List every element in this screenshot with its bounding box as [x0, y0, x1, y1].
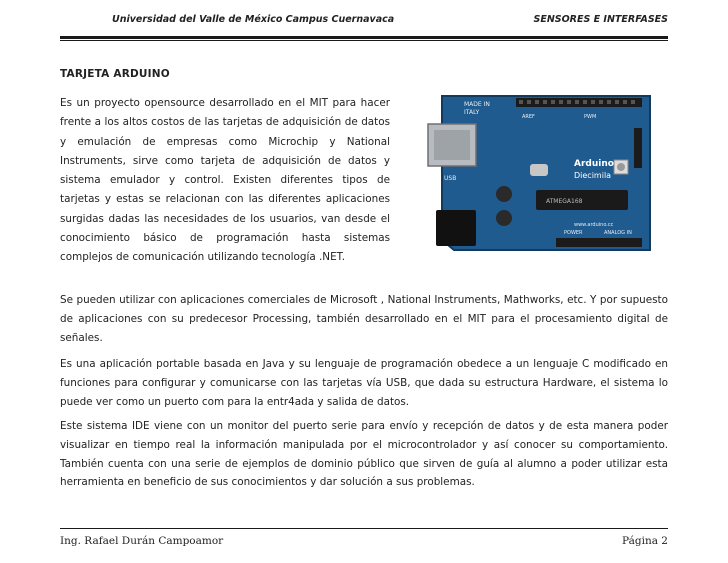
board-country-label: ITALY [464, 109, 480, 116]
board-model-label: Diecimila [574, 171, 612, 180]
board-usb-label: USB [444, 175, 457, 182]
header-rule-thin [60, 40, 668, 41]
footer-rule [60, 528, 668, 529]
page-header [60, 14, 668, 32]
board-brand-label: Arduino [574, 159, 614, 169]
header-rule-thick [60, 36, 668, 39]
section-title: TARJETA ARDUINO [60, 68, 170, 80]
board-chip-label: ATMEGA168 [546, 198, 583, 205]
board-analog-label: ANALOG IN [604, 230, 632, 236]
board-pwm-label: PWM [584, 114, 597, 120]
board-made-in-label: MADE IN [464, 101, 490, 108]
board-url-label: www.arduino.cc [574, 222, 614, 228]
paragraph-java: Es una aplicación portable basada en Java y su lenguaje de programación obedece a un lenguaje C modificado en funciones para configurar y comunicarse con las tarjetas vía USB, que dada su estructura Hardware, el sistema lo puede ver como un puerto com para la entr4ada y salida de datos. [60, 358, 668, 408]
board-aref-label: AREF [522, 114, 535, 120]
paragraph-applications: Se pueden utilizar con aplicaciones comerciales de Microsoft , National Instruments, Mathworks, etc. Y por supuesto de aplicaciones con su predecesor Processing, también desarrollado en el MIT para el procesamiento digital de señales. [60, 294, 668, 344]
intro-paragraph: Es un proyecto opensource desarrollado en el MIT para hacer frente a los altos costos de las tarjetas de adquisición de datos y emulación de empresas como Microchip y National Instruments, sirve como tarjeta de adquisición de datos y sistema emulador y control. Existen diferentes tipos de tarjetas y estas se relacionan con las diferentes aplicaciones surgidas dadas las necesidades de los usuarios, van desde el conocimiento básico de programación hasta sistemas complejos de comunicación utilizando tecnología .NET. [60, 97, 390, 264]
footer-author: Ing. Rafael Durán Campoamor [60, 535, 224, 547]
footer-page-number: Página 2 [622, 535, 668, 547]
board-power-label: POWER [564, 230, 583, 236]
header-institution: Universidad del Valle de México Campus Cuernavaca [112, 14, 395, 25]
paragraph-ide: Este sistema IDE viene con un monitor del puerto serie para envío y recepción de datos y de esta manera poder visualizar en tiempo real la información manipulada por el microcontrolador y así conocer su comportamiento. También cuenta con una serie de ejemplos de dominio público que sirven de guía al alumno a poder utilizar esta herramienta en beneficio de sus conocimientos y dar solución a sus problemas. [60, 420, 668, 489]
arduino-board-image [424, 90, 664, 260]
header-course: SENSORES E INTERFASES [533, 14, 668, 25]
